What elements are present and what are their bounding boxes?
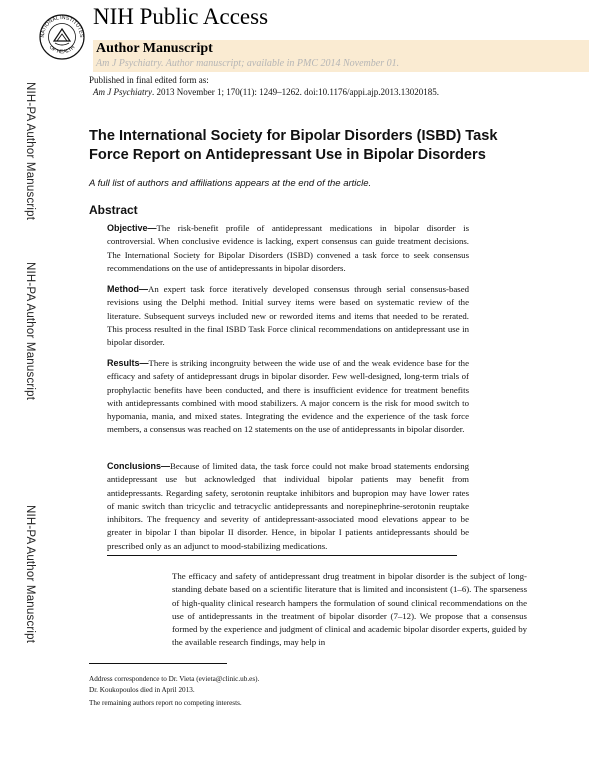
header-journal-line: Am J Psychiatry. Author manuscript; available in PMC 2014 November 01. <box>96 58 400 69</box>
abstract-objective <box>107 222 469 275</box>
abstract-conclusions <box>107 460 469 553</box>
article-title: The International Society for Bipolar Disorders (ISBD) Task Force Report on Antidepressant Use in Bipolar Disorders <box>89 128 498 163</box>
body-paragraph: The efficacy and safety of antidepressant drug treatment in bipolar disorder is the subject of long-standing debate based on a scientific literature that is limited and inconsistent (1–6). The sparseness of high-quality clinical research hampers the formulation of sound clinical recommendations on the use of antidepressants in the treatment of bipolar disorder (7–12). We propose that a consensus formed by the experience and judgment of clinical and academic bipolar disorder experts, guided by the available research findings, may help in <box>172 571 527 648</box>
conclusions-text: Because of limited data, the task force could not make broad statements endorsing antidepressant use but acknowledged that individual bipolar patients may benefit from antidepressants. Regarding safety, serotonin reuptake inhibitors and bupropion may have lower rates of manic switch than tricyclic and tetracyclic antidepressants and norepinephrine-serotonin reuptake inhibitors. The frequency and severity of antidepressant-associated mood elevations appear to be greater in bipolar I than bipolar II disorder. Hence, in bipolar I patients antidepressants should be prescribed only as an adjunct to mood-stabilizing medications. <box>107 461 469 551</box>
abstract-method <box>107 283 469 349</box>
conclusions-label: Conclusions— <box>107 461 171 471</box>
abstract-results <box>107 357 469 437</box>
method-label: Method— <box>107 284 148 294</box>
header-title: NIH Public Access <box>93 4 269 29</box>
citation-details: . 2013 November 1; 170(11): 1249–1262. doi:10.1176/appi.ajp.2013.13020185. <box>151 87 440 97</box>
footnote-rule <box>89 663 227 664</box>
footnote-deceased: Dr. Koukopoulos died in April 2013. <box>89 686 195 694</box>
results-text: There is striking incongruity between the wide use of and the weak evidence base for the efficacy and safety of antidepressant drugs in bipolar disorder. Few well-designed, long-term trials of prophylactic benefits have been conducted, and there is insufficient evidence for treatment benefits with antidepressants combined with mood stabilizers. A major concern is the risk for mood switch to hypomania, mania, and mixed states. Integrating the evidence and the experience of the task force members, a consensus was reached on 12 statements on the use of antidepressants in bipolar disorder. <box>107 358 469 435</box>
results-label: Results— <box>107 358 149 368</box>
logo-emblem-icon <box>54 29 70 41</box>
footnote-interests: The remaining authors report no competing interests. <box>89 699 242 707</box>
logo-text-top: NATIONAL INSTITUTES <box>39 14 85 38</box>
side-label-3: NIH-PA Author Manuscript <box>24 505 36 644</box>
abstract-end-rule <box>107 555 457 556</box>
side-label-2: NIH-PA Author Manuscript <box>24 262 36 401</box>
side-label-1: NIH-PA Author Manuscript <box>24 82 36 221</box>
published-form: Published in final edited form as: <box>89 75 209 85</box>
nih-logo <box>38 10 86 64</box>
authors-note: A full list of authors and affiliations appears at the end of the article. <box>89 178 372 189</box>
method-text: An expert task force iteratively developed consensus through serial consensus-based revisions using the Delphi method. Initial survey items were based on systematic review of the literature. Subsequent surveys included new or reworded items and items that needed to be rerated. This process resulted in the final ISBD Task Force clinical recommendations on antidepressant use in bipolar disorder. <box>107 284 469 348</box>
logo-text-bottom: OF HEALTH <box>47 44 77 56</box>
header-subtitle: Author Manuscript <box>96 41 213 56</box>
abstract-heading: Abstract <box>89 203 138 217</box>
footnote-correspondence: Address correspondence to Dr. Vieta (evieta@clinic.ub.es). <box>89 675 260 683</box>
objective-text: The risk-benefit profile of antidepressant medications in bipolar disorder is controversial. When conclusive evidence is lacking, expert consensus can guide treatment decisions. The International Society for Bipolar Disorders (ISBD) convened a task force to seek consensus recommendations on the use of antidepressants in bipolar disorders. <box>107 223 469 273</box>
citation <box>93 87 439 97</box>
objective-label: Objective— <box>107 223 157 233</box>
svg-text:OF HEALTH <box>48 44 77 55</box>
citation-journal: Am J Psychiatry <box>93 87 152 97</box>
